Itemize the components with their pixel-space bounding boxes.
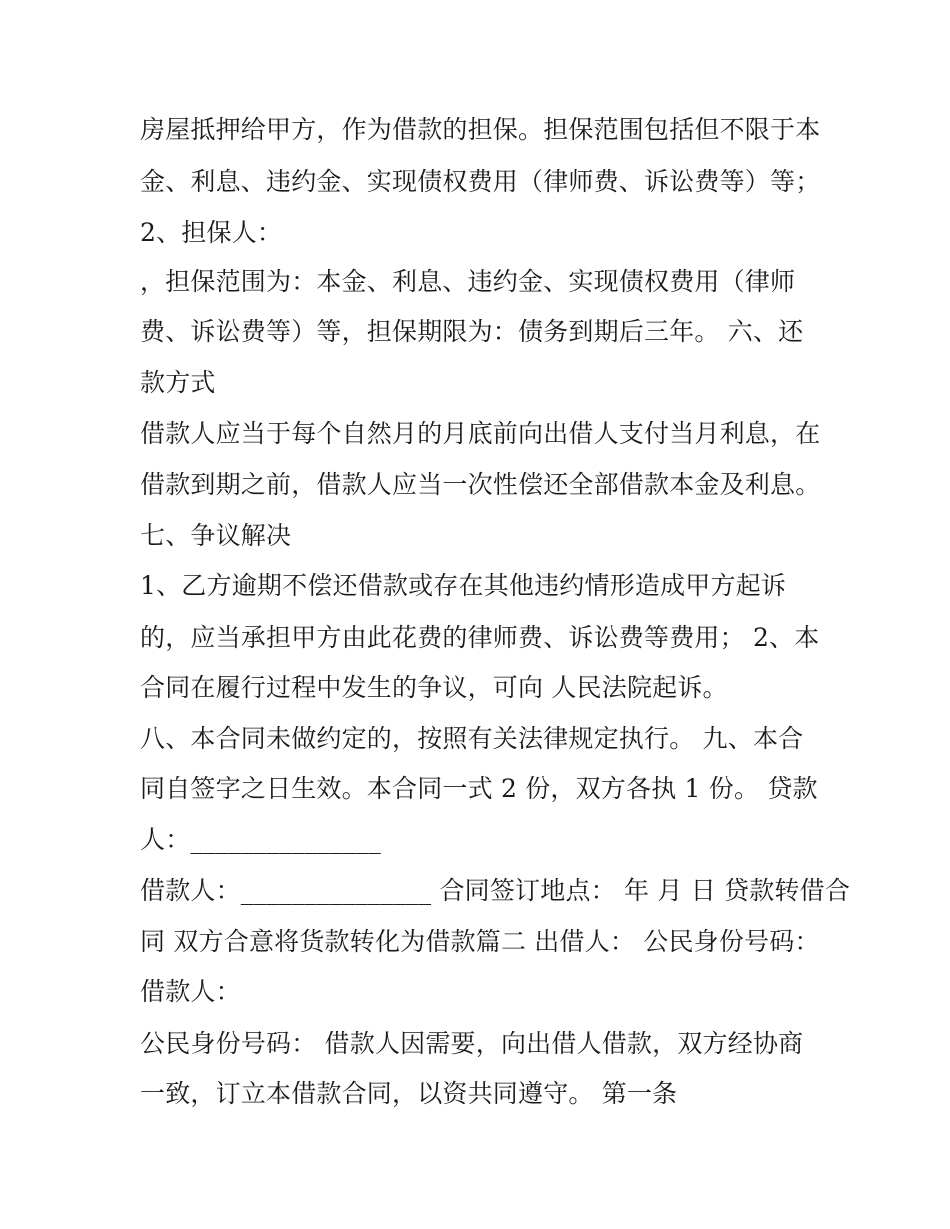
text-line: 款方式 bbox=[140, 368, 216, 397]
text-line: 借款到期之前，借款人应当一次性偿还全部借款本金及利息。 bbox=[140, 470, 821, 499]
text-line: 费、诉讼费等）等，担保期限为：债务到期后三年。 六、还 bbox=[140, 317, 804, 346]
text-line: 房屋抵押给甲方，作为借款的担保。担保范围包括但不限于本 bbox=[140, 115, 821, 144]
text-line: 同 双方合意将货款转化为借款篇二 出借人： 公民身份号码： bbox=[140, 927, 820, 956]
text-line: 同自签字之日生效。本合同一式 2 份，双方各执 1 份。 贷款 bbox=[140, 774, 818, 803]
text-line: 七、争议解决 bbox=[140, 521, 292, 550]
text-line: 金、利息、违约金、实现债权费用（律师费、诉讼费等）等； bbox=[140, 167, 821, 196]
text-line: 的，应当承担甲方由此花费的律师费、诉讼费等费用； 2、本 bbox=[140, 623, 820, 652]
text-line: 1、乙方逾期不偿还借款或存在其他违约情形造成甲方起诉 bbox=[140, 571, 787, 600]
text-line: 人：_______________ bbox=[140, 825, 381, 854]
text-line: 八、本合同未做约定的，按照有关法律规定执行。 九、本合 bbox=[140, 724, 804, 753]
text-line: 2、担保人： bbox=[140, 218, 283, 247]
text-line: 一致，订立本借款合同，以资共同遵守。 第一条 bbox=[140, 1079, 678, 1108]
text-line: ，担保范围为：本金、利息、违约金、实现债权费用（律师 bbox=[140, 267, 796, 296]
text-line: 借款人： bbox=[140, 977, 241, 1006]
text-line: 借款人：_______________ 合同签订地点： 年 月 日 贷款转借合 bbox=[140, 876, 851, 905]
text-line: 借款人应当于每个自然月的月底前向出借人支付当月利息，在 bbox=[140, 419, 821, 448]
text-line: 公民身份号码： 借款人因需要，向出借人借款，双方经协商 bbox=[140, 1029, 804, 1058]
text-line: 合同在履行过程中发生的争议，可向 人民法院起诉。 bbox=[140, 673, 728, 702]
